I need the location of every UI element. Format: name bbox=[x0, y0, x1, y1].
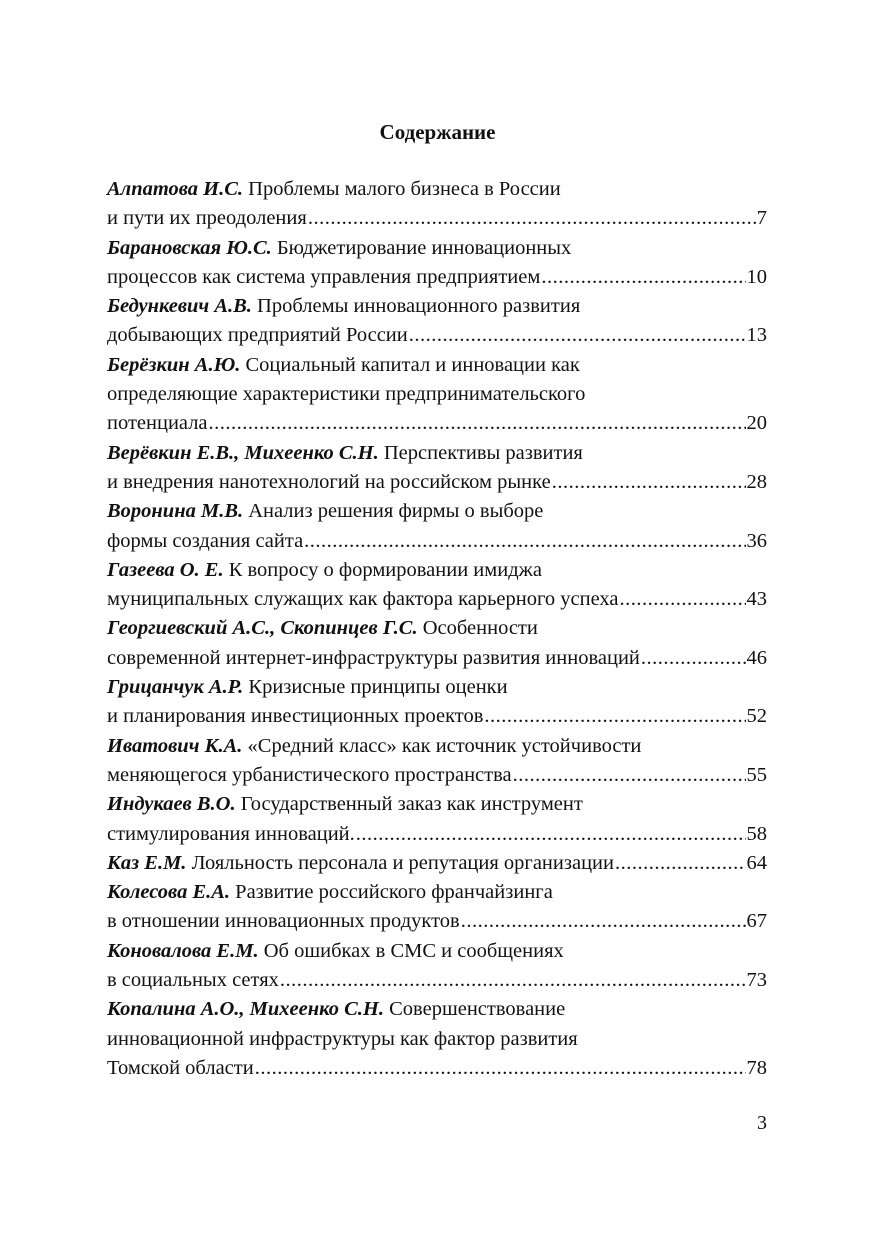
toc-entry-line bbox=[107, 849, 767, 878]
toc-page-number: 64 bbox=[746, 851, 767, 874]
toc-entry-line bbox=[107, 439, 767, 468]
toc-title-fragment: стимулирования инноваций. bbox=[107, 822, 355, 845]
toc-title-fragment: муниципальных служащих как фактора карьерного успеха bbox=[107, 588, 619, 611]
toc-entry-line bbox=[107, 175, 767, 204]
toc-title-fragment: Развитие российского франчайзинга bbox=[235, 881, 553, 904]
toc-entry-text bbox=[107, 644, 640, 673]
toc-author: Копалина А.О., Михеенко С.Н. bbox=[107, 998, 384, 1021]
toc-title-fragment: Перспективы развития bbox=[383, 441, 583, 464]
toc-entry-text bbox=[107, 849, 614, 878]
page-title: Содержание bbox=[379, 120, 496, 144]
toc-entry-text bbox=[107, 468, 551, 497]
toc-title-fragment: Проблемы инновационного развития bbox=[257, 295, 581, 318]
toc-author: Грицанчук А.Р. bbox=[107, 676, 244, 699]
toc-entry-line bbox=[107, 1025, 767, 1054]
toc-author: Бедункевич А.В. bbox=[107, 295, 252, 318]
toc-entry-text bbox=[107, 383, 585, 405]
toc-title-fragment: инновационной инфраструктуры как фактор развития bbox=[107, 1027, 578, 1050]
dot-leader bbox=[308, 204, 756, 233]
toc-page-number: 10 bbox=[746, 265, 767, 288]
toc-entry-line bbox=[107, 234, 767, 263]
toc-entry-line bbox=[107, 527, 767, 556]
toc-entry-line bbox=[107, 380, 767, 409]
toc-title-fragment: и пути их преодоления bbox=[107, 207, 307, 230]
toc-entry-line bbox=[107, 468, 767, 497]
toc-entry-text bbox=[107, 998, 565, 1020]
dot-leader bbox=[409, 321, 746, 350]
toc-author: Колесова Е.А. bbox=[107, 881, 231, 904]
toc-title-fragment: Лояльность персонала и репутация организации bbox=[191, 851, 614, 874]
toc-entry-text bbox=[107, 321, 408, 350]
toc-entry-line bbox=[107, 497, 767, 526]
toc-title-fragment: процессов как система управления предприятием bbox=[107, 265, 541, 288]
toc-title-fragment: Государственный заказ как инструмент bbox=[240, 793, 583, 816]
dot-leader bbox=[620, 585, 746, 614]
toc-page-number: 20 bbox=[746, 412, 767, 435]
toc-author: Газеева О. Е. bbox=[107, 558, 224, 581]
toc-entry-text bbox=[107, 263, 540, 292]
dot-leader bbox=[615, 849, 746, 878]
toc-entry-line bbox=[107, 614, 767, 643]
toc-title-fragment: Проблемы малого бизнеса в России bbox=[248, 178, 561, 200]
toc-entry-line bbox=[107, 966, 767, 995]
dot-leader bbox=[541, 263, 745, 292]
toc-entry-text bbox=[107, 295, 580, 317]
toc-page-number: 43 bbox=[746, 588, 767, 611]
toc-entry-text bbox=[107, 1054, 254, 1083]
toc-entry-line bbox=[107, 790, 767, 819]
toc-title-fragment: Особенности bbox=[422, 617, 538, 640]
toc-entry-line bbox=[107, 321, 767, 350]
dot-leader bbox=[280, 966, 746, 995]
toc-page-number: 7 bbox=[756, 207, 767, 230]
toc-entry-text bbox=[107, 500, 543, 522]
toc-title-fragment: в социальных сетях bbox=[107, 969, 279, 992]
dot-leader bbox=[356, 820, 746, 849]
toc-entry-line bbox=[107, 585, 767, 614]
toc-entry-text bbox=[107, 793, 583, 815]
toc-entry-text bbox=[107, 702, 483, 731]
toc-author: Коновалова Е.М. bbox=[107, 939, 259, 962]
toc-entry-line bbox=[107, 351, 767, 380]
toc-page-number: 67 bbox=[746, 910, 767, 933]
toc-entry-line bbox=[107, 820, 767, 849]
toc-title-fragment: меняющегося урбанистического пространства bbox=[107, 763, 512, 786]
toc-author: Барановская Ю.С. bbox=[107, 236, 272, 259]
toc-entry-line bbox=[107, 263, 767, 292]
toc-title-fragment: Кризисные принципы оценки bbox=[248, 676, 508, 699]
toc-entry-line bbox=[107, 732, 767, 761]
toc-author: Каз Е.М. bbox=[107, 851, 187, 874]
toc-entry-line bbox=[107, 702, 767, 731]
toc-entry-line bbox=[107, 204, 767, 233]
toc-title-fragment: Бюджетирование инновационных bbox=[276, 236, 572, 259]
toc-entry-text bbox=[107, 559, 542, 581]
toc-entry-text bbox=[107, 1028, 578, 1050]
toc-entry-text bbox=[107, 204, 307, 233]
toc-author: Индукаев В.О. bbox=[107, 793, 236, 816]
toc-author: Верёвкин Е.В., Михеенко С.Н. bbox=[107, 441, 379, 464]
dot-leader bbox=[255, 1054, 746, 1083]
toc-entry-text bbox=[107, 585, 619, 614]
toc-entry-text bbox=[107, 409, 208, 438]
toc-entry-text bbox=[107, 617, 538, 639]
dot-leader bbox=[484, 702, 745, 731]
toc-author: Берёзкин А.Ю. bbox=[107, 353, 241, 376]
toc-entry-line bbox=[107, 556, 767, 585]
toc-entry-text bbox=[107, 354, 580, 376]
toc-title-fragment: Социальный капитал и инновации как bbox=[245, 353, 580, 376]
toc-title-fragment: Томской области bbox=[107, 1056, 254, 1079]
toc-title-fragment: современной интернет-инфраструктуры развития инноваций bbox=[107, 646, 640, 669]
toc-entry-text bbox=[107, 820, 355, 849]
toc-page-number: 13 bbox=[746, 324, 767, 347]
toc-title-fragment: потенциала bbox=[107, 412, 208, 435]
toc-entry-text bbox=[107, 966, 279, 995]
toc-title-fragment: формы создания сайта bbox=[107, 529, 304, 552]
toc-title-fragment: Об ошибках в СМС и сообщениях bbox=[263, 939, 564, 962]
toc-entry-line bbox=[107, 761, 767, 790]
toc-entry-text bbox=[107, 237, 571, 259]
toc-title-fragment: определяющие характеристики предпринимательского bbox=[107, 383, 586, 406]
toc-entry-line bbox=[107, 878, 767, 907]
toc-author: Алпатова И.С. bbox=[107, 178, 244, 200]
toc-page-number: 36 bbox=[746, 529, 767, 552]
toc-title-fragment: Анализ решения фирмы о выборе bbox=[248, 500, 544, 523]
table-of-contents bbox=[107, 175, 767, 1083]
toc-entry-text bbox=[107, 735, 641, 757]
toc-entry-text bbox=[107, 178, 561, 200]
toc-entry-line bbox=[107, 907, 767, 936]
toc-entry-line bbox=[107, 995, 767, 1024]
toc-title-fragment: «Средний класс» как источник устойчивости bbox=[247, 734, 642, 757]
toc-title-fragment: Совершенствование bbox=[389, 998, 566, 1021]
toc-entry-line bbox=[107, 292, 767, 321]
toc-entry-text bbox=[107, 761, 512, 790]
dot-leader bbox=[304, 527, 745, 556]
toc-title-fragment: К вопросу о формировании имиджа bbox=[228, 558, 542, 581]
toc-entry-line bbox=[107, 409, 767, 438]
toc-page-number: 58 bbox=[746, 822, 767, 845]
toc-page-number: 52 bbox=[746, 705, 767, 728]
page-number: 3 bbox=[757, 1112, 767, 1134]
toc-page-number: 73 bbox=[746, 969, 767, 992]
toc-entry-line bbox=[107, 673, 767, 702]
toc-entry-text bbox=[107, 907, 460, 936]
toc-page-number: 28 bbox=[746, 470, 767, 493]
toc-entry-line bbox=[107, 937, 767, 966]
dot-leader bbox=[641, 644, 746, 673]
dot-leader bbox=[552, 468, 746, 497]
toc-page-number: 78 bbox=[746, 1056, 767, 1079]
toc-entry-text bbox=[107, 676, 508, 698]
toc-title-fragment: в отношении инновационных продуктов bbox=[107, 910, 460, 933]
dot-leader bbox=[513, 761, 746, 790]
toc-entry-text bbox=[107, 442, 583, 464]
toc-page-number: 46 bbox=[746, 646, 767, 669]
toc-entry-text bbox=[107, 527, 303, 556]
toc-author: Иватович К.А. bbox=[107, 734, 243, 757]
toc-title-fragment: и планирования инвестиционных проектов bbox=[107, 705, 484, 728]
toc-title-fragment: и внедрения нанотехнологий на российском рынке bbox=[107, 470, 551, 493]
toc-entry-text bbox=[107, 940, 564, 962]
dot-leader bbox=[461, 907, 746, 936]
toc-entry-line bbox=[107, 644, 767, 673]
toc-title-fragment: добывающих предприятий России bbox=[107, 324, 408, 347]
dot-leader bbox=[209, 409, 746, 438]
toc-entry-text bbox=[107, 881, 553, 903]
toc-author: Георгиевский А.С., Скопинцев Г.С. bbox=[107, 617, 418, 640]
toc-page-number: 55 bbox=[746, 763, 767, 786]
toc-entry-line bbox=[107, 1054, 767, 1083]
toc-author: Воронина М.В. bbox=[107, 500, 244, 523]
